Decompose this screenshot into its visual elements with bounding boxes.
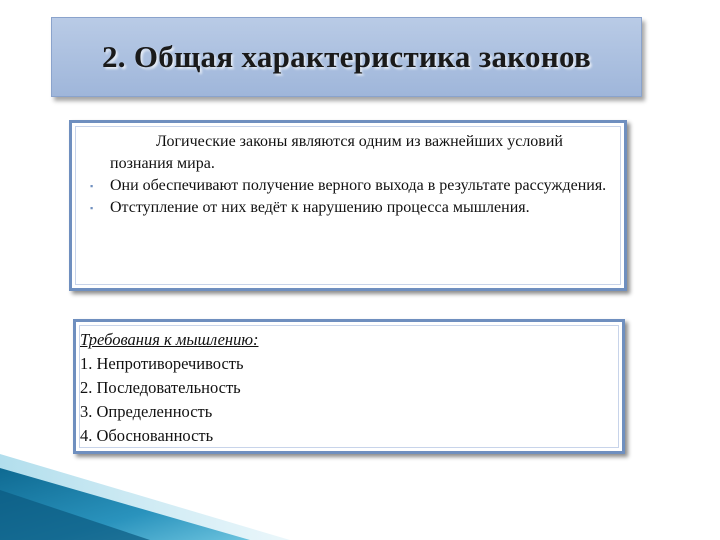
corner-decoration — [0, 450, 290, 540]
title-banner — [51, 17, 642, 97]
requirements-content — [80, 328, 258, 448]
requirement-item: 2. Последовательность — [80, 378, 241, 397]
requirements-heading: Требования к мышлению: — [80, 330, 259, 349]
requirement-item: 3. Определенность — [80, 402, 213, 421]
list-item — [90, 175, 618, 197]
bullet-icon: ▪ — [90, 181, 94, 191]
page-title: 2. Общая характеристика законов — [101, 39, 592, 74]
bullet-text: Они обеспечивают получение верного выхода в результате рассуждения. — [110, 177, 607, 194]
requirement-item: 4. Обоснованность — [80, 426, 214, 445]
bullet-icon: ▪ — [90, 203, 94, 213]
laws-intro: Логические законы являются одним из важнейших условий познания мира. — [110, 133, 563, 172]
laws-box — [69, 120, 627, 291]
laws-content — [90, 131, 618, 219]
requirement-item: 1. Непротиворечивость — [80, 354, 244, 373]
list-item — [90, 197, 618, 219]
bullet-text: Отступление от них ведёт к нарушению процесса мышления. — [110, 199, 530, 216]
requirements-box — [73, 319, 625, 454]
